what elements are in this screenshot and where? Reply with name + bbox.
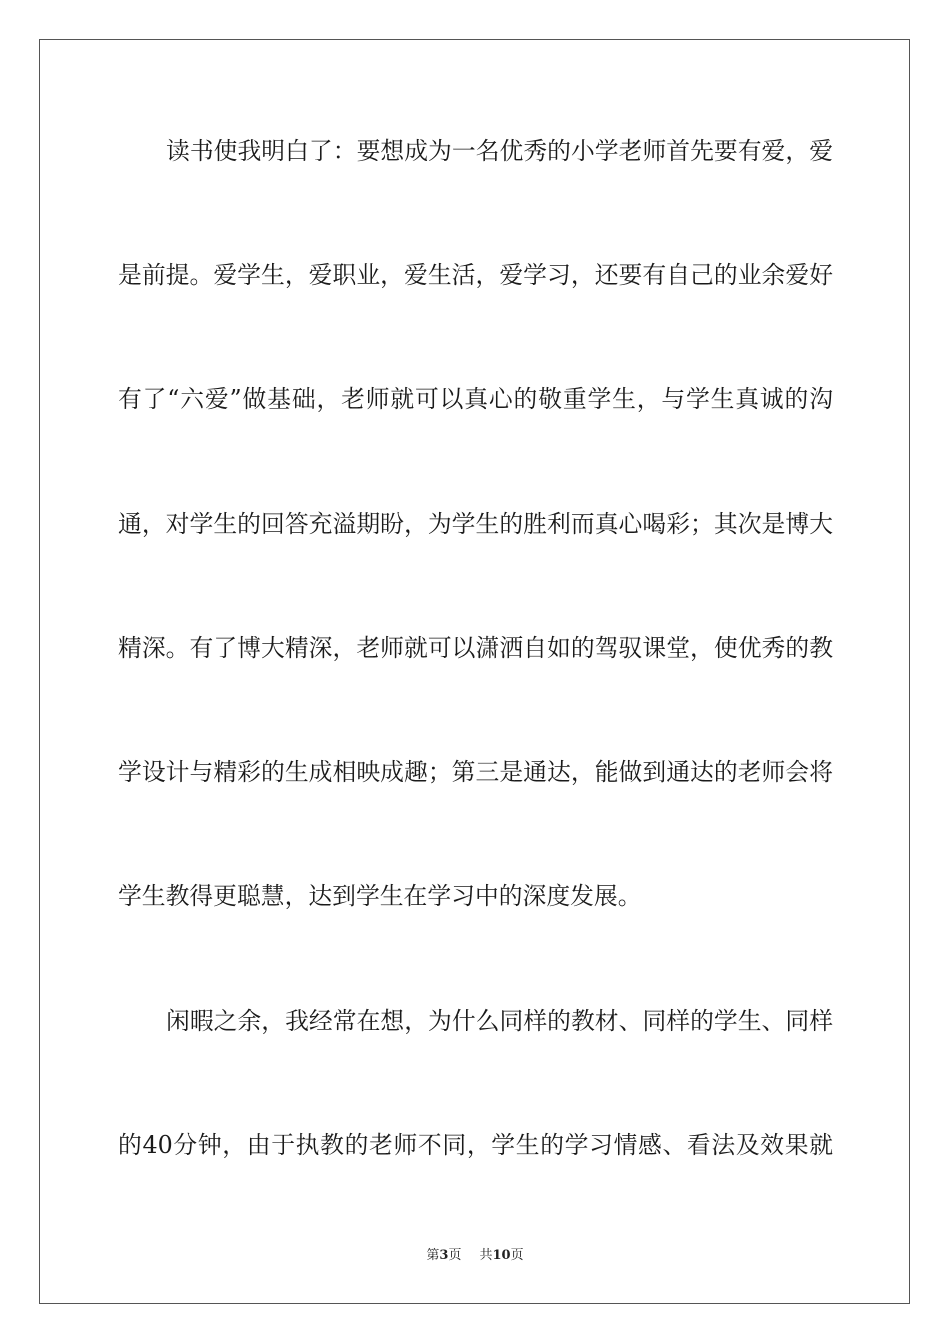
paragraph-1-line-6: 学设计与精彩的生成相映成趣；第三是通达，能做到通达的老师会将 <box>118 758 833 786</box>
page-label-suffix: 页 <box>448 1248 462 1263</box>
page-border <box>39 39 910 1304</box>
paragraph-1-line-2: 是前提。爱学生，爱职业，爱生活，爱学习，还要有自己的业余爱好 <box>118 261 833 289</box>
current-page-number: 3 <box>439 1248 449 1263</box>
page-label-prefix: 第 <box>426 1248 440 1263</box>
total-label-suffix: 页 <box>510 1248 524 1263</box>
paragraph-2-line-2: 的40分钟，由于执教的老师不同，学生的学习情感、看法及效果就 <box>118 1131 833 1159</box>
total-pages-number: 10 <box>492 1248 511 1263</box>
paragraph-2-line-1: 闲暇之余，我经常在想，为什么同样的教材、同样的学生、同样 <box>166 1007 833 1035</box>
paragraph-1-line-1: 读书使我明白了：要想成为一名优秀的小学老师首先要有爱，爱 <box>166 137 833 165</box>
paragraph-1-line-7: 学生教得更聪慧，达到学生在学习中的深度发展。 <box>118 882 642 910</box>
page-footer <box>0 1244 950 1263</box>
paragraph-1-line-4: 通，对学生的回答充溢期盼，为学生的胜利而真心喝彩；其次是博大 <box>118 510 833 538</box>
paragraph-1-line-3: 有了“六爱”做基础，老师就可以真心的敬重学生，与学生真诚的沟 <box>118 385 833 413</box>
paragraph-1-line-5: 精深。有了博大精深，老师就可以潇洒自如的驾驭课堂，使优秀的教 <box>118 634 833 662</box>
total-label-prefix: 共 <box>479 1248 493 1263</box>
